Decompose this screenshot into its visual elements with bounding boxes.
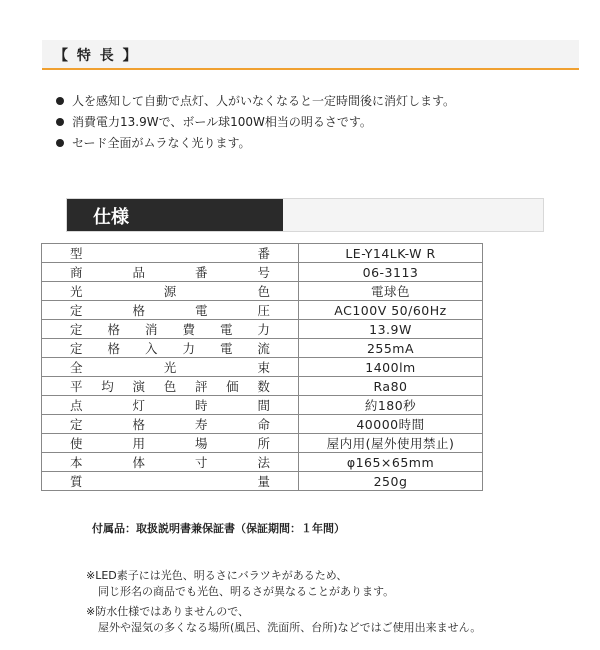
- spec-label-char: 寿: [194, 417, 208, 432]
- spec-label: [42, 434, 299, 453]
- spec-label-char: 演: [132, 379, 145, 394]
- spec-label-char: 法: [257, 455, 270, 470]
- spec-label-char: 平: [70, 379, 83, 394]
- spec-label-char: 評: [194, 379, 208, 394]
- spec-label-char: 間: [257, 398, 270, 413]
- spec-value: 約180秒: [299, 396, 483, 415]
- spec-value: AC100V 50/60Hz: [299, 301, 483, 320]
- spec-label-char: 束: [257, 360, 270, 375]
- spec-value: 250g: [299, 472, 483, 491]
- spec-label: [42, 339, 299, 358]
- spec-label-char: 入: [144, 341, 158, 356]
- notes: [86, 568, 481, 636]
- spec-label-char: 定: [70, 417, 83, 432]
- spec-value: 40000時間: [299, 415, 483, 434]
- features-header: [42, 40, 579, 70]
- spec-label-char: 格: [132, 303, 145, 318]
- spec-label: [42, 301, 299, 320]
- spec-label: [42, 377, 299, 396]
- spec-label-char: 命: [257, 417, 270, 432]
- spec-row: [42, 453, 483, 472]
- spec-label-char: 力: [257, 322, 270, 337]
- spec-label-char: 時: [194, 398, 208, 413]
- spec-value: Ra80: [299, 377, 483, 396]
- spec-row: [42, 320, 483, 339]
- spec-label-char: 量: [257, 474, 270, 489]
- spec-label-char: 定: [70, 341, 83, 356]
- spec-label-char: 所: [257, 436, 270, 451]
- spec-label: [42, 358, 299, 377]
- spec-row: [42, 282, 483, 301]
- spec-label: [42, 453, 299, 472]
- spec-label-char: 電: [219, 341, 233, 356]
- spec-header-bar: [67, 199, 283, 231]
- spec-label-char: 番: [194, 265, 208, 280]
- spec-label-char: 均: [101, 379, 114, 394]
- spec-label-char: 寸: [194, 455, 208, 470]
- spec-table: [41, 243, 483, 491]
- spec-label: [42, 263, 299, 282]
- bullet-icon: [56, 118, 64, 126]
- spec-row: [42, 263, 483, 282]
- spec-row: [42, 301, 483, 320]
- spec-label-char: 格: [107, 322, 120, 337]
- spec-label: [42, 396, 299, 415]
- feature-list: [56, 91, 455, 154]
- spec-label-char: 光: [70, 284, 83, 299]
- spec-label-char: 体: [132, 455, 145, 470]
- note-line: ※防水仕様ではありませんので、: [86, 605, 249, 618]
- spec-label-char: 流: [257, 341, 270, 356]
- spec-label-char: 場: [194, 436, 208, 451]
- spec-value: 13.9W: [299, 320, 483, 339]
- feature-item: セード全面がムラなく光ります。: [56, 133, 455, 154]
- note-line: 同じ形名の商品でも光色、明るさが異なることがあります。: [98, 585, 395, 598]
- spec-label-char: 全: [70, 360, 83, 375]
- spec-title: 仕様: [93, 207, 129, 228]
- spec-label-char: 使: [70, 436, 83, 451]
- spec-row: [42, 339, 483, 358]
- spec-label-char: 定: [70, 303, 83, 318]
- spec-label-char: 消: [144, 322, 158, 337]
- spec-row: [42, 434, 483, 453]
- spec-value: 屋内用(屋外使用禁止): [299, 434, 483, 453]
- spec-value: 06-3113: [299, 263, 483, 282]
- spec-row: [42, 415, 483, 434]
- spec-label-char: 点: [70, 398, 83, 413]
- feature-item: 人を感知して自動で点灯、人がいなくなると一定時間後に消灯します。: [56, 91, 455, 112]
- spec-label-char: 灯: [132, 398, 145, 413]
- spec-label-char: 品: [132, 265, 145, 280]
- spec-row: [42, 244, 483, 263]
- spec-label-char: 電: [194, 303, 208, 318]
- bullet-icon: [56, 139, 64, 147]
- spec-value: 電球色: [299, 282, 483, 301]
- spec-label-char: 色: [163, 379, 177, 394]
- spec-label-char: 源: [163, 284, 177, 299]
- spec-label: [42, 282, 299, 301]
- spec-label-char: 価: [226, 379, 239, 394]
- spec-label-char: 定: [70, 322, 83, 337]
- spec-label-char: 番: [257, 246, 270, 261]
- spec-row: [42, 396, 483, 415]
- spec-label: [42, 472, 299, 491]
- spec-label-char: 費: [182, 322, 195, 337]
- features-title: 【 特 長 】: [54, 48, 139, 64]
- spec-label: [42, 320, 299, 339]
- spec-row: [42, 472, 483, 491]
- spec-label-char: 数: [257, 379, 270, 394]
- spec-label-char: 光: [163, 360, 177, 375]
- spec-value: LE-Y14LK-W R: [299, 244, 483, 263]
- spec-row: [42, 377, 483, 396]
- spec-value: 1400lm: [299, 358, 483, 377]
- spec-label-char: 商: [70, 265, 83, 280]
- spec-label-char: 格: [132, 417, 145, 432]
- spec-label-char: 格: [107, 341, 120, 356]
- bullet-icon: [56, 97, 64, 105]
- spec-value: φ165×65mm: [299, 453, 483, 472]
- feature-item: 消費電力13.9Wで、ボール球100W相当の明るさです。: [56, 112, 455, 133]
- spec-label-char: 号: [257, 265, 270, 280]
- spec-label-char: 質: [70, 474, 83, 489]
- spec-row: [42, 358, 483, 377]
- spec-label-char: 型: [70, 246, 83, 261]
- spec-label-char: 電: [219, 322, 233, 337]
- spec-value: 255mA: [299, 339, 483, 358]
- spec-label: [42, 244, 299, 263]
- spec-label-char: 本: [70, 455, 83, 470]
- spec-label-char: 力: [182, 341, 195, 356]
- accessory-note: 付属品：取扱説明書兼保証書（保証期間：１年間）: [92, 522, 345, 535]
- spec-label-char: 用: [132, 436, 145, 451]
- spec-label-char: 色: [257, 284, 270, 299]
- note-line: 屋外や湿気の多くなる場所(風呂、洗面所、台所)などではご使用出来ません。: [98, 621, 482, 634]
- spec-header: [66, 198, 544, 232]
- note-line: ※LED素子には光色、明るさにバラツキがあるため、: [86, 569, 348, 582]
- spec-label-char: 圧: [257, 303, 270, 318]
- spec-label: [42, 415, 299, 434]
